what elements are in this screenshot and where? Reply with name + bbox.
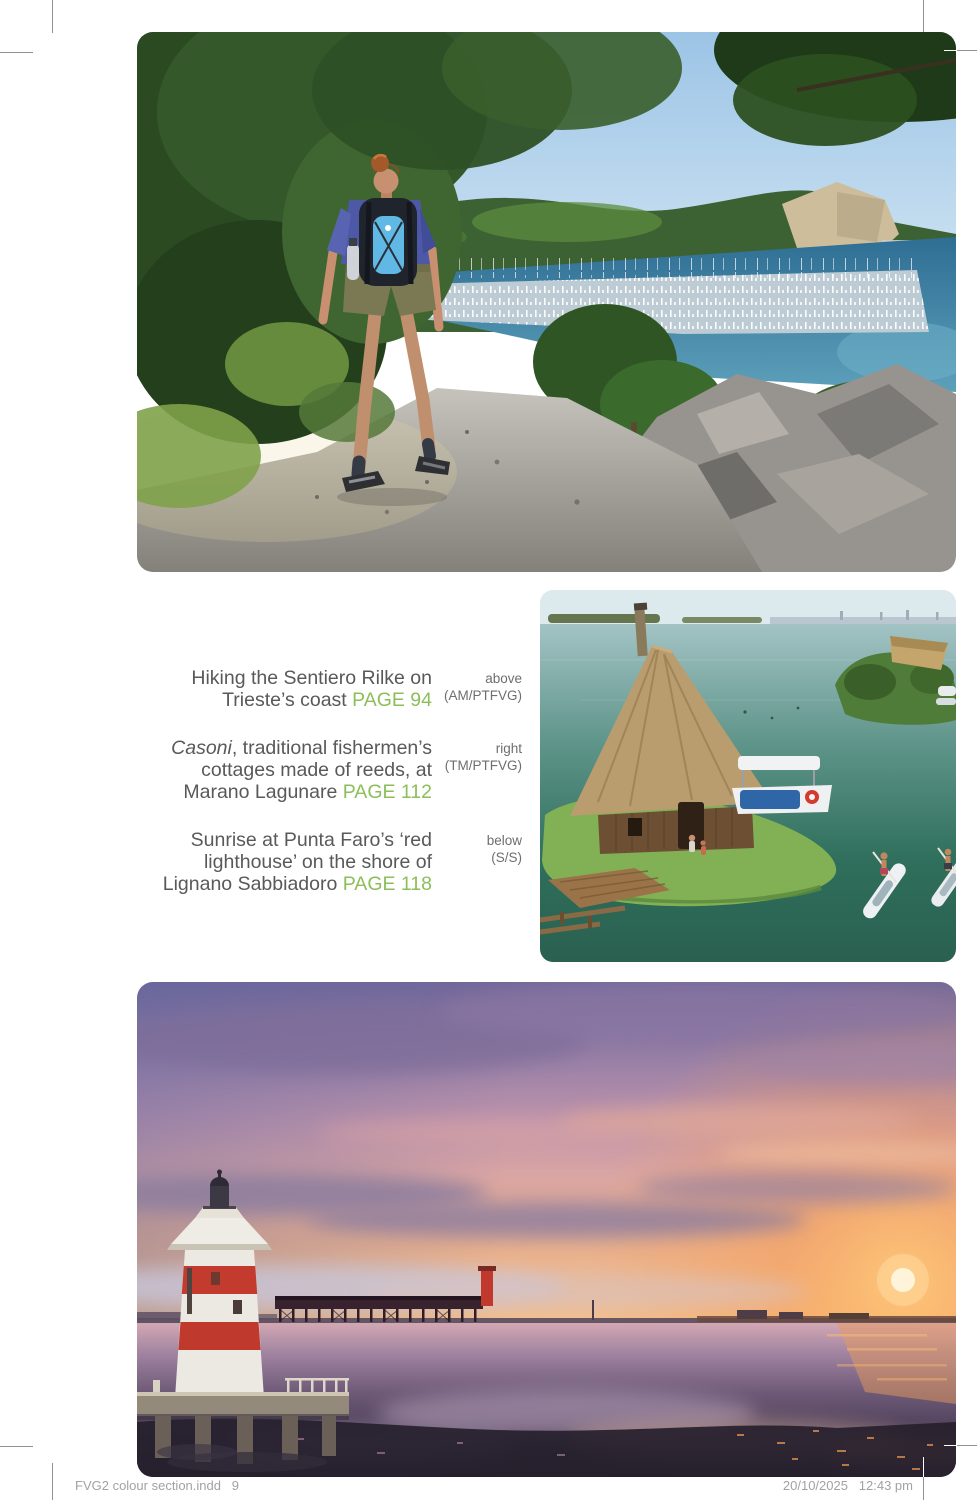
photo-credit — [432, 737, 522, 803]
crop-mark-top-right-horizontal — [957, 50, 977, 51]
crop-mark-bottom-right-vertical-overlay — [923, 1457, 924, 1477]
caption-casoni — [137, 737, 522, 803]
crop-mark-bottom-right-horizontal — [957, 1445, 977, 1446]
caption-position-label: below — [486, 833, 522, 848]
page-reference: PAGE 94 — [352, 689, 432, 711]
credit-initials: (AM/PTFVG) — [444, 688, 522, 703]
caption-text: Hiking the Sentiero Rilke on Trieste’s coast PAGE 94 — [191, 667, 432, 711]
page-reference: PAGE 118 — [342, 873, 432, 895]
footer-timestamp: 20/10/2025 12:43 pm — [782, 1478, 913, 1493]
crop-mark-top-right-horizontal-overlay — [944, 50, 957, 51]
credit-initials: (TM/PTFVG) — [444, 758, 522, 773]
photo-credit — [432, 667, 522, 711]
caption-position-label: above — [485, 671, 522, 686]
crop-mark-top-left-horizontal — [0, 52, 33, 53]
caption-lighthouse — [137, 829, 522, 895]
page-reference: PAGE 112 — [342, 781, 432, 803]
caption-position-label: right — [495, 741, 522, 756]
credit-initials: (S/S) — [491, 850, 522, 865]
photo-hiking-sentiero-rilke — [137, 32, 956, 572]
footer-filename: FVG2 colour section.indd 9 — [75, 1478, 240, 1493]
small-red-lighthouse — [481, 1270, 493, 1306]
crop-mark-top-left-vertical — [52, 0, 53, 33]
caption-hiking — [137, 667, 522, 711]
photo-casoni-marano-lagunare — [540, 590, 956, 962]
crop-mark-bottom-left-vertical — [52, 1463, 53, 1500]
crop-mark-bottom-left-horizontal — [0, 1446, 33, 1447]
caption-text: Sunrise at Punta Faro’s ‘red lighthouse’ on the shore of Lignano Sabbiadoro PAGE 118 — [162, 829, 432, 895]
crop-mark-top-right-vertical — [923, 0, 924, 33]
crop-mark-bottom-right-vertical — [923, 1477, 924, 1500]
photo-lighthouse-lignano-sabbiadoro — [137, 982, 956, 1477]
crop-mark-bottom-right-horizontal-overlay — [944, 1445, 957, 1446]
photo-credit — [432, 829, 522, 895]
caption-text: Casoni, traditional fishermen’s cottages made of reeds, at Marano Lagunare PAGE 112 — [171, 737, 432, 803]
